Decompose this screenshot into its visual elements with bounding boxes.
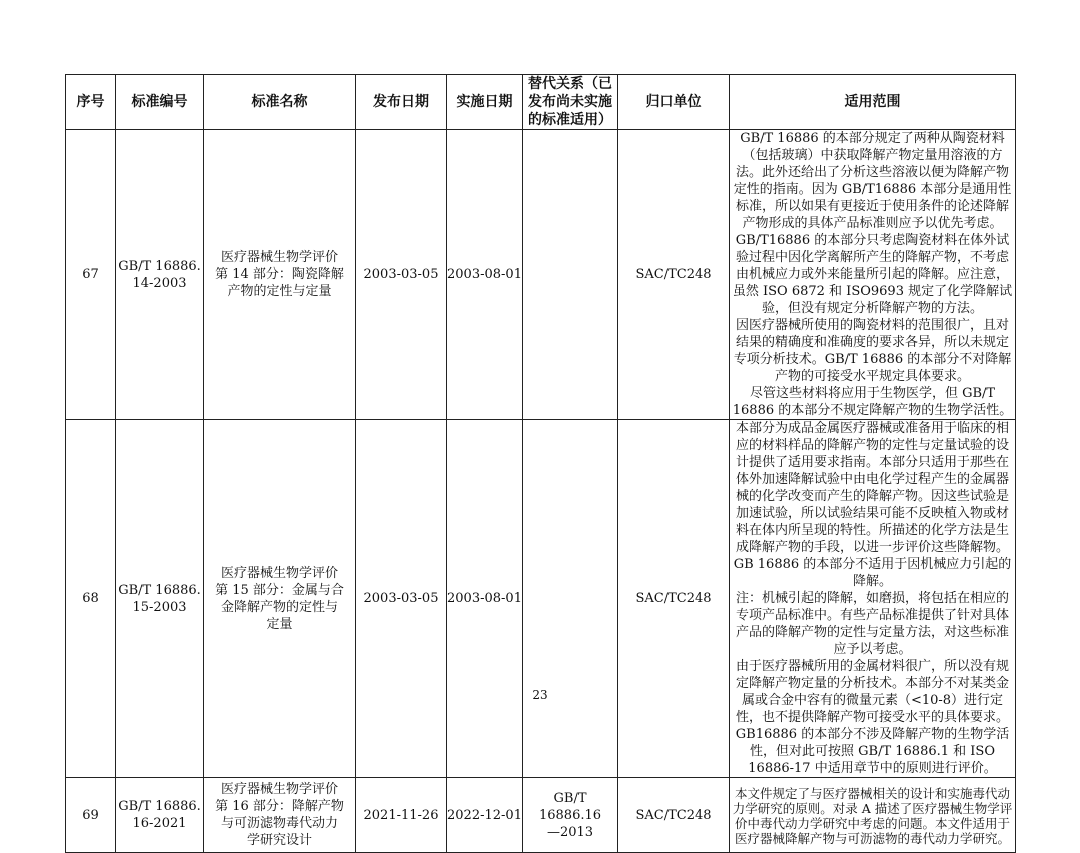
row-code: GB/T 16886. 16-2021 <box>116 778 204 853</box>
header-scope: 适用范围 <box>730 75 1016 130</box>
row-implement-date: 2003-08-01 <box>447 420 523 778</box>
header-no: 序号 <box>66 75 116 130</box>
row-implement-date: 2003-08-01 <box>447 130 523 420</box>
row-code: GB/T 16886. 14-2003 <box>116 130 204 420</box>
header-implement-date: 实施日期 <box>447 75 523 130</box>
row-replacement: GB/T 16886.16 —2013 <box>523 778 618 853</box>
row-name: 医疗器械生物学评价 第 16 部分：降解产物 与可沥滤物毒代动力 学研究设计 <box>204 778 356 853</box>
row-unit: SAC/TC248 <box>618 778 730 853</box>
row-publish-date: 2003-03-05 <box>356 130 447 420</box>
table-header-row <box>66 75 1016 130</box>
row-no: 69 <box>66 778 116 853</box>
header-name: 标准名称 <box>204 75 356 130</box>
header-replacement: 替代关系（已 发布尚未实施 的标准适用） <box>523 75 618 130</box>
row-replacement <box>523 130 618 420</box>
header-code: 标准编号 <box>116 75 204 130</box>
table-row <box>66 778 1016 853</box>
page-number: 23 <box>532 688 548 702</box>
row-name: 医疗器械生物学评价 第 15 部分：金属与合 金降解产物的定性与 定量 <box>204 420 356 778</box>
row-no: 68 <box>66 420 116 778</box>
row-no: 67 <box>66 130 116 420</box>
row-implement-date: 2022-12-01 <box>447 778 523 853</box>
row-publish-date: 2003-03-05 <box>356 420 447 778</box>
row-scope: 本部分为成品金属医疗器械或准备用于临床的相应的材料样品的降解产物的定性与定量试验的设计提供了适用要求指南。本部分只适用于那些在体外加速降解试验中由电化学过程产生的金属器械的化学改变而产生的降解产物。因这些试验是加速试验，所以试验结果可能不反映植入物或材料在体内所呈现的特性。所描述的化学方法是生成降解产物的手段，以进一步评价这些降解物。 GB 16886 的本部分不适用于因机械应力引起的降解。 注：机械引起的降解，如磨损，将包括在相应的专项产品标准中。有些产品标准提供了针对具体产品的降解产物的定性与定量方法，对这些标准应予以考虑。 由于医疗器械所用的金属材料很广，所以没有规定降解产物定量的分析技术。本部分不对某类金属或合金中容有的微量元素（<10-8）进行定性，也不提供降解产物可接受水平的具体要求。 GB16886 的本部分不涉及降解产物的生物学活性，但对此可按照 GB/T 16886.1 和 ISO 16886-17 中适用章节中的原则进行评价。 <box>730 420 1016 778</box>
row-unit: SAC/TC248 <box>618 130 730 420</box>
row-publish-date: 2021-11-26 <box>356 778 447 853</box>
row-scope: 本文件规定了与医疗器械相关的设计和实施毒代动力学研究的原则。对录 A 描述了医疗器械生物学评价中毒代动力学研究中考虑的问题。本文件适用于医疗器械降解产物与可沥滤物的毒代动力学研究。 <box>730 778 1016 853</box>
row-unit: SAC/TC248 <box>618 420 730 778</box>
header-unit: 归口单位 <box>618 75 730 130</box>
row-scope: GB/T 16886 的本部分规定了两种从陶瓷材料（包括玻璃）中获取降解产物定量用溶液的方法。此外还给出了分析这些溶液以便为降解产物定性的指南。因为 GB/T16886 本部分是通用性标准，所以如果有更接近于使用条件的论述降解产物形成的具体产品标准则应予以优先考虑。 GB/T16886 的本部分只考虑陶瓷材料在体外试验过程中因化学离解所产生的降解产物，不考虑由机械应力或外来能量所引起的降解。应注意，虽然 ISO 6872 和 ISO9693 规定了化学降解试验，但没有规定分析降解产物的方法。 因医疗器械所使用的陶瓷材料的范围很广，且对结果的精确度和准确度的要求各异，所以未规定专项分析技术。GB/T 16886 的本部分不对降解产物的可接受水平规定具体要求。 尽管这些材料将应用于生物医学，但 GB/T 16886 的本部分不规定降解产物的生物学活性。 <box>730 130 1016 420</box>
table-row <box>66 420 1016 778</box>
header-publish-date: 发布日期 <box>356 75 447 130</box>
table-row <box>66 130 1016 420</box>
row-name: 医疗器械生物学评价 第 14 部分：陶瓷降解 产物的定性与定量 <box>204 130 356 420</box>
standards-table <box>65 74 1016 853</box>
row-code: GB/T 16886. 15-2003 <box>116 420 204 778</box>
row-replacement <box>523 420 618 778</box>
